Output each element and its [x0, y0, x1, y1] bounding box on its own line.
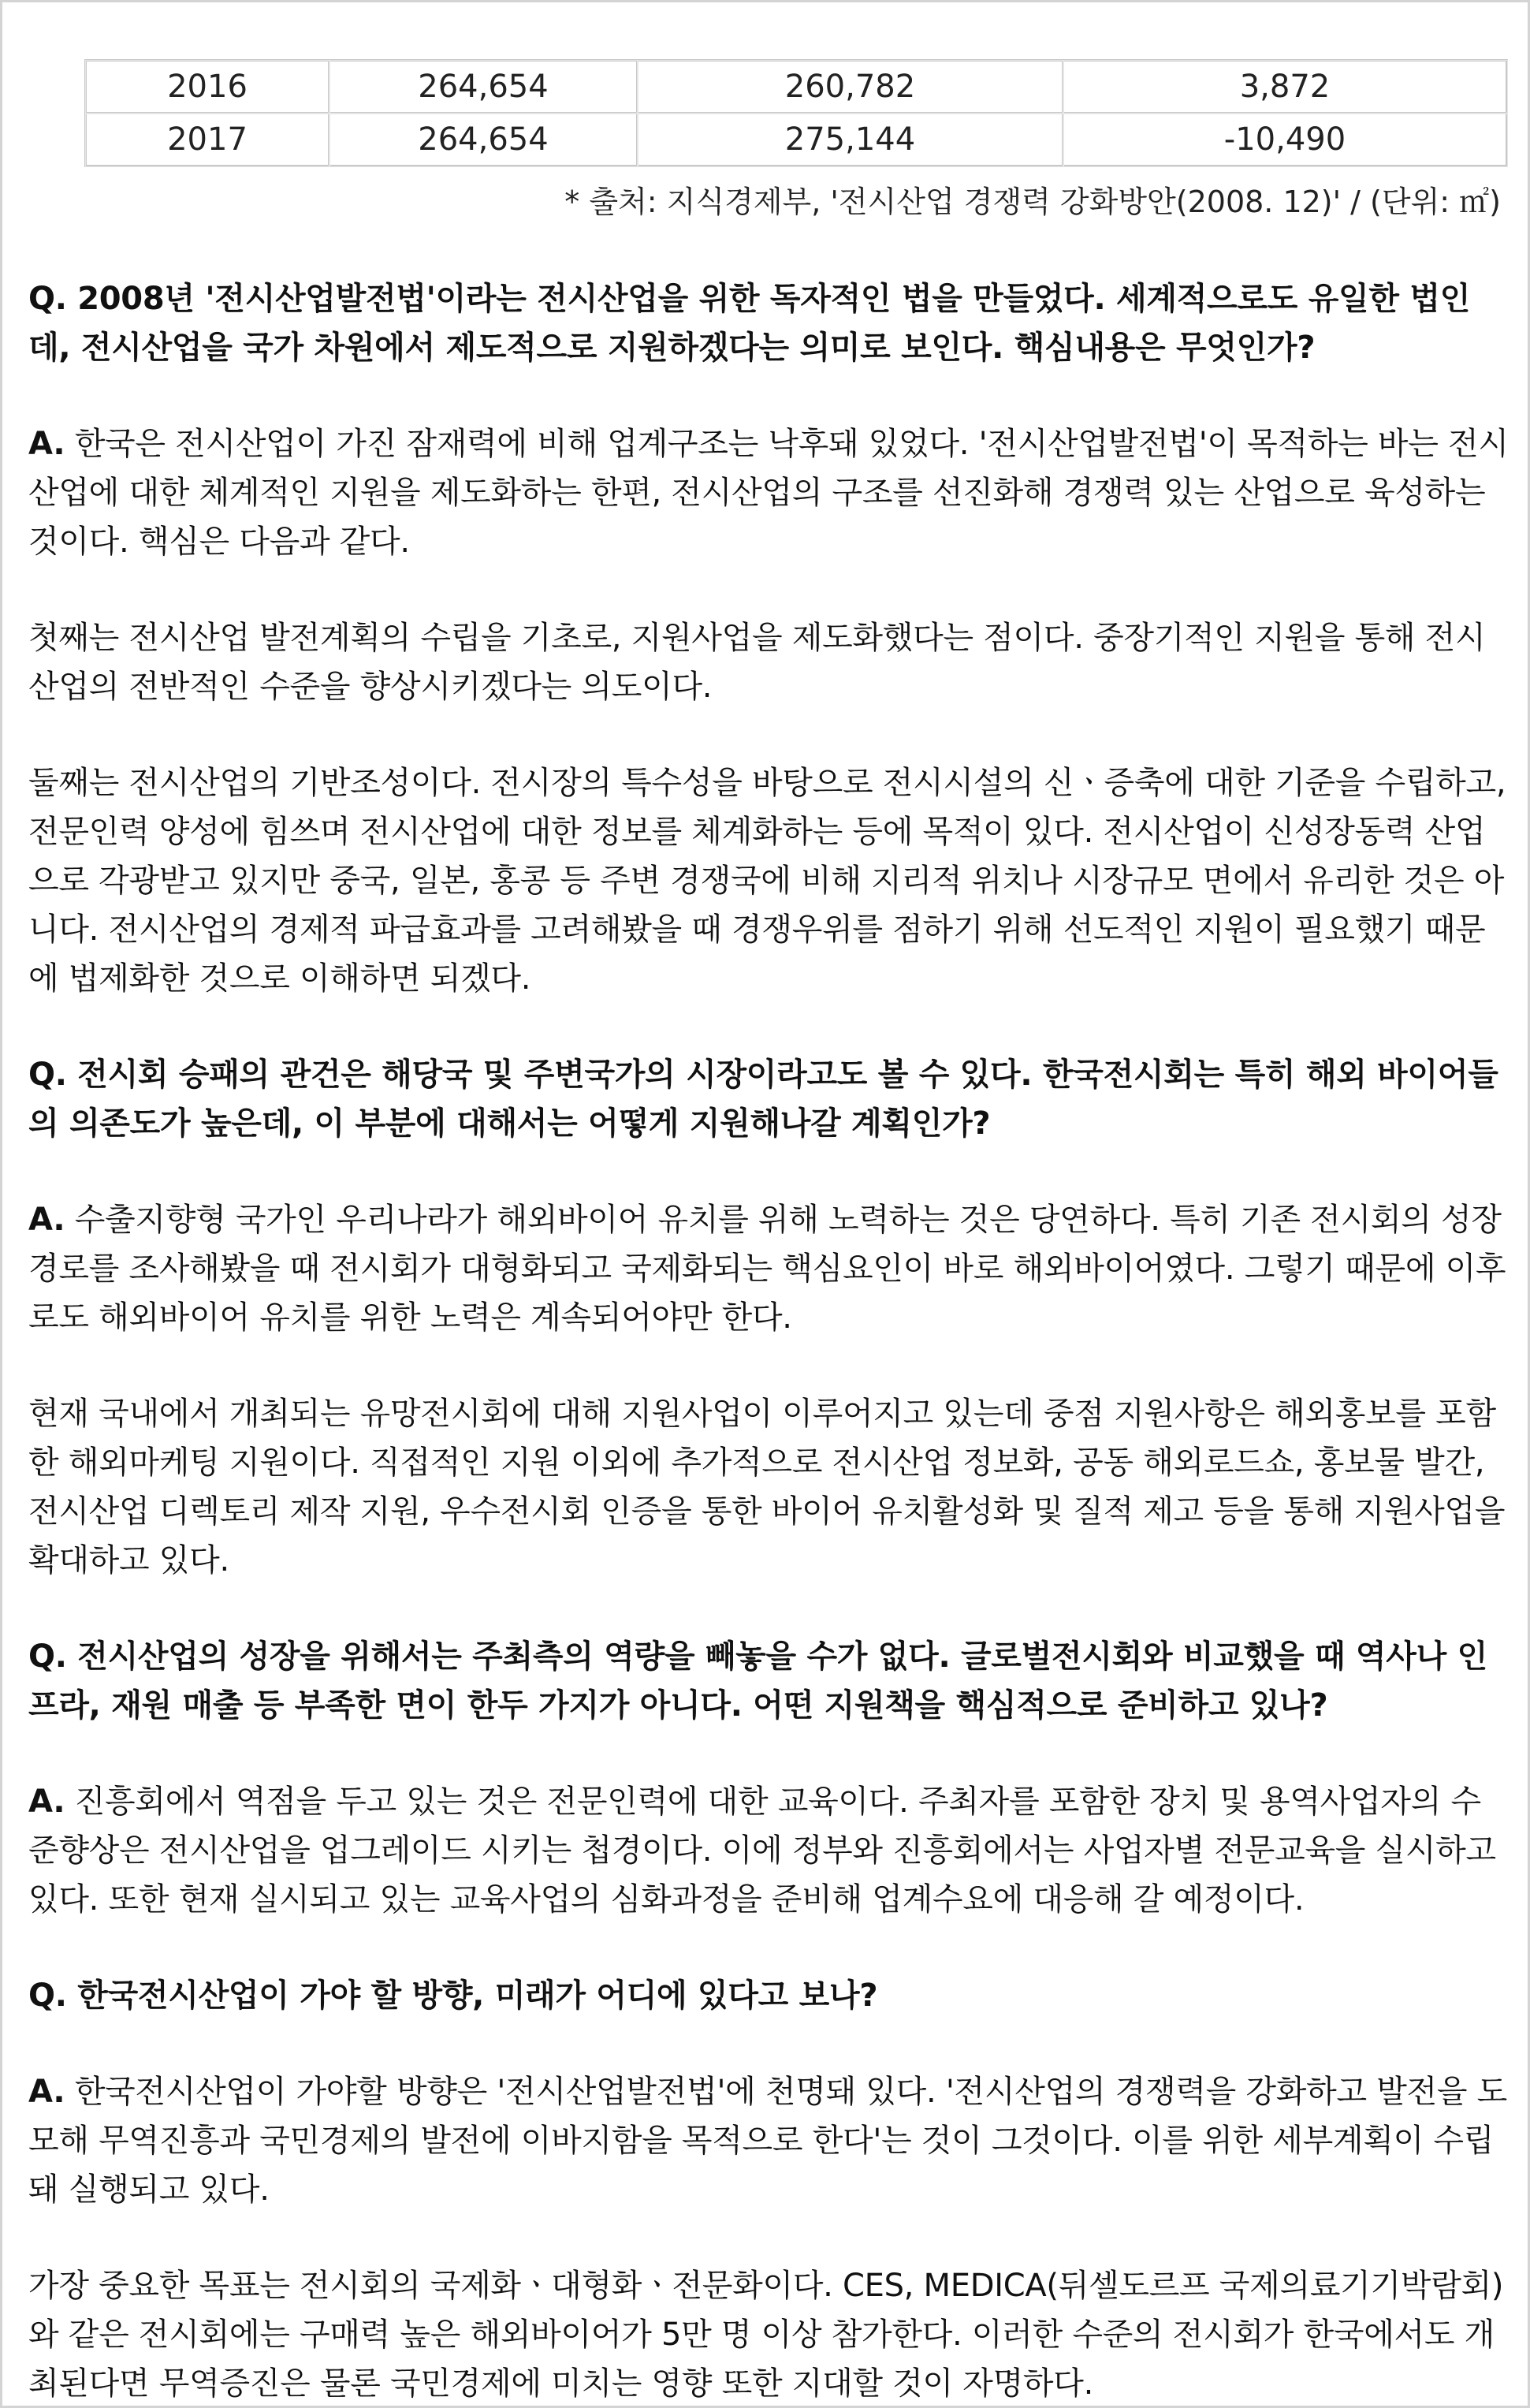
table-cell: 275,144 — [638, 114, 1063, 166]
source-note: * 출처: 지식경제부, '전시산업 경쟁력 강화방안(2008. 12)' / (단위: ㎡) — [564, 185, 1501, 219]
table-cell: -10,490 — [1063, 114, 1507, 166]
interview-article — [28, 274, 1510, 2408]
paragraph: 가장 중요한 목표는 전시회의 국제화ㆍ대형화ㆍ전문화이다. CES, MEDICA(뒤셀도르프 국제의료기기박람회)와 같은 전시회에는 구매력 높은 해외바이어가 5만 명 이상 참가한다. 이러한 수준의 전시회가 한국에서도 개최된다면 무역증진은 물론 국민경제에 미치는 영향 또한 지대할 것이 자명하다. — [28, 2268, 1504, 2402]
answer-prefix: A. — [28, 1202, 65, 1238]
answer-2 — [28, 1195, 1510, 1342]
area-table — [84, 59, 1508, 167]
question-4: Q. 한국전시산업이 가야 할 방향, 미래가 어디에 있다고 보나? — [28, 1977, 878, 2014]
table-cell: 260,782 — [638, 61, 1063, 114]
answer-text: 수출지향형 국가인 우리나라가 해외바이어 유치를 위해 노력하는 것은 당연하다. 특히 기존 전시회의 성장경로를 조사해봤을 때 전시회가 대형화되고 국제화되는 핵심요인이 바로 해외바이어였다. 그렇기 때문에 이후로도 해외바이어 유치를 위한 노력은 계속되어야만 한다. — [28, 1202, 1506, 1336]
paragraph: 현재 국내에서 개최되는 유망전시회에 대해 지원사업이 이루어지고 있는데 중점 지원사항은 해외홍보를 포함한 해외마케팅 지원이다. 직접적인 지원 이외에 추가적으로 전시산업 정보화, 공동 해외로드쇼, 홍보물 발간, 전시산업 디렉토리 제작 지원, 우수전시회 인증을 통한 바이어 유치활성화 및 질적 제고 등을 통해 지원사업을 확대하고 있다. — [28, 1396, 1506, 1579]
answer-prefix: A. — [28, 1784, 65, 1820]
answer-text: 한국전시산업이 가야할 방향은 '전시산업발전법'에 천명돼 있다. '전시산업의 경쟁력을 강화하고 발전을 도모해 무역진흥과 국민경제의 발전에 이바지함을 목적으로 한다'는 것이 그것이다. 이를 위한 세부계획이 수립돼 실행되고 있다. — [28, 2074, 1507, 2208]
table-cell-year: 2017 — [86, 114, 329, 166]
paragraph: 둘째는 전시산업의 기반조성이다. 전시장의 특수성을 바탕으로 전시시설의 신ㆍ증축에 대한 기준을 수립하고, 전문인력 양성에 힘쓰며 전시산업에 대한 정보를 체계화하는 등에 목적이 있다. 전시산업이 신성장동력 산업으로 각광받고 있지만 중국, 일본, 홍콩 등 주변 경쟁국에 비해 지리적 위치나 시장규모 면에서 유리한 것은 아니다. 전시산업의 경제적 파급효과를 고려해봤을 때 경쟁우위를 점하기 위해 선도적인 지원이 필요했기 때문에 법제화한 것으로 이해하면 되겠다. — [28, 765, 1506, 997]
answer-text: 한국은 전시산업이 가진 잠재력에 비해 업계구조는 낙후돼 있었다. '전시산업발전법'이 목적하는 바는 전시산업에 대한 체계적인 지원을 제도화하는 한편, 전시산업의 구조를 선진화해 경쟁력 있는 산업으로 육성하는 것이다. 핵심은 다음과 같다. — [28, 426, 1509, 560]
paragraph: 첫째는 전시산업 발전계획의 수립을 기초로, 지원사업을 제도화했다는 점이다. 중장기적인 지원을 통해 전시산업의 전반적인 수준을 향상시키겠다는 의도이다. — [28, 620, 1486, 705]
question-1: Q. 2008년 '전시산업발전법'이라는 전시산업을 위한 독자적인 법을 만들었다. 세계적으로도 유일한 법인데, 전시산업을 국가 차원에서 제도적으로 지원하겠다는 의미로 보인다. 핵심내용은 무엇인가? — [28, 281, 1471, 366]
answer-4 — [28, 2067, 1510, 2214]
answer-1 — [28, 419, 1510, 566]
question-2: Q. 전시회 승패의 관건은 해당국 및 주변국가의 시장이라고도 볼 수 있다. 한국전시회는 특히 해외 바이어들의 의존도가 높은데, 이 부분에 대해서는 어떻게 지원해나갈 계획인가? — [28, 1057, 1498, 1142]
table-row — [86, 114, 1507, 166]
answer-3 — [28, 1777, 1510, 1924]
answer-text: 진흥회에서 역점을 두고 있는 것은 전문인력에 대한 교육이다. 주최자를 포함한 장치 및 용역사업자의 수준향상은 전시산업을 업그레이드 시키는 첩경이다. 이에 정부와 진흥회에서는 사업자별 전문교육을 실시하고 있다. 또한 현재 실시되고 있는 교육사업의 심화과정을 준비해 업계수요에 대응해 갈 예정이다. — [28, 1784, 1496, 1918]
answer-prefix: A. — [28, 426, 65, 462]
table-cell: 264,654 — [329, 114, 638, 166]
answer-prefix: A. — [28, 2074, 65, 2110]
table-cell: 264,654 — [329, 61, 638, 114]
table-cell-year: 2016 — [86, 61, 329, 114]
table-cell: 3,872 — [1063, 61, 1507, 114]
question-3: Q. 전시산업의 성장을 위해서는 주최측의 역량을 빼놓을 수가 없다. 글로벌전시회와 비교했을 때 역사나 인프라, 재원 매출 등 부족한 면이 한두 가지가 아니다. 어떤 지원책을 핵심적으로 준비하고 있나? — [28, 1638, 1487, 1724]
table-row — [86, 61, 1507, 114]
